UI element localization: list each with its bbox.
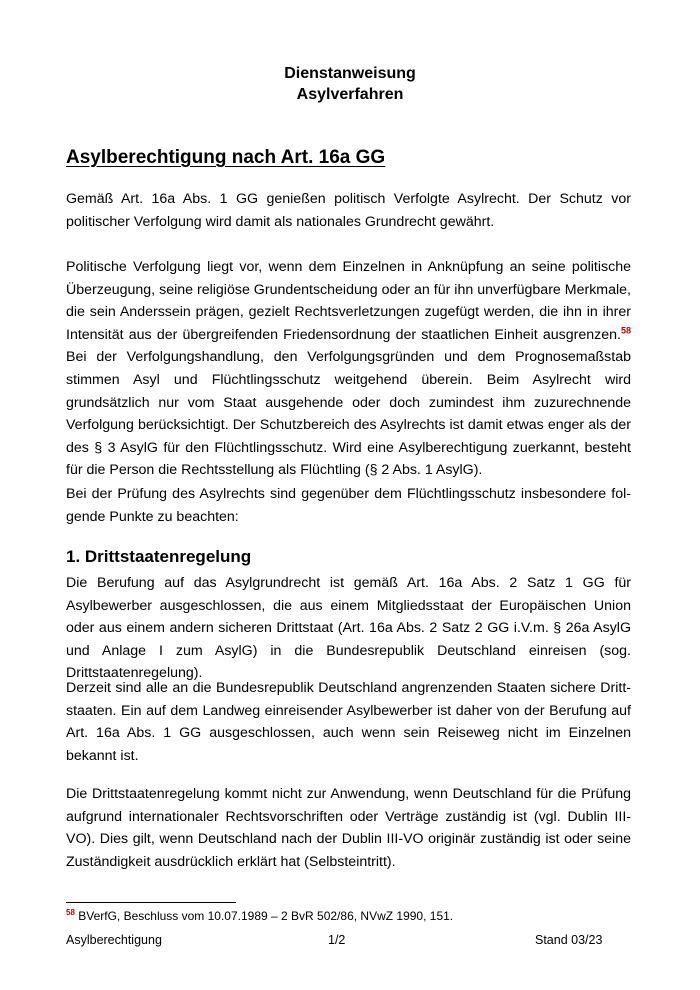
paragraph-checklist-intro: Bei der Prüfung des Asylrechts sind gegenüber dem Flüchtlingsschutz insbesondere folgende Punkte zu beachten: [66,486,631,525]
section-heading-drittstaaten: 1. Drittstaatenregelung [66,547,252,566]
footer-page-number: 1/2 [328,933,346,947]
paragraph-text-part1: Politische Verfolgung liegt vor, wenn dem Einzelnen in Anknüpfung an seine politische Überzeugung, seine religiöse Grundentscheidung oder an für ihn unverfügbare Merkmale, die sein Anderssein prägen, gezielt Rechtsverletzungen zugefügt werden, die ihn in ihrer Intensität aus der übergreifenden Friedensordnung der staatlichen Einheit ausgrenzen. [66,259,631,343]
footnote-text: BVerfG, Beschluss vom 10.07.1989 – 2 BvR 502/86, NVwZ 1990, 151. [74,909,454,923]
page-heading: Asylberechtigung nach Art. 16a GG [66,147,386,168]
footer-version: Stand 03/23 [535,933,603,947]
paragraph-text-part2: Bei der Verfolgungshandlung, den Verfolgungsgründen und dem Prognosemaßstab stimmen Asyl und Flüchtlingsschutz weitgehend überein. Beim Asylrecht wird grundsätzlich nur vom Staat ausgehende oder doch zumindest ihm zuzurechnende Verfolgung berücksichtigt. Der Schutzbereich des Asylrechts ist damit etwas enger als der des § 3 AsylG für den Flüchtlingsschutz. Wird eine Asylberechtigung zuerkannt, besteht für die Person die Rechtsstellung als Flüchtling (§ 2 Abs. 1 AsylG). [66,349,631,479]
document-title-line2: Asylverfahren [296,86,404,103]
paragraph-neighbor-states: Derzeit sind alle an die Bundesrepublik Deutschland angrenzenden Staaten sichere Drittstaaten. Ein auf dem Landweg einreisender Asylbewerber ist daher von der Berufung auf Art. 16a Abs. 1 GG ausgeschlossen, auch wenn sein Reiseweg nicht im Einzelnen bekannt ist. [66,680,631,764]
footnote-number: 58 [66,908,75,917]
paragraph-intro: Gemäß Art. 16a Abs. 1 GG genießen politisch Verfolgte Asylrecht. Der Schutz vor politischer Verfolgung wird damit als nationales Grundrecht gewährt. [66,191,631,230]
footer-document-name: Asylberechtigung [66,933,162,947]
paragraph-dublin-exception: Die Drittstaatenregelung kommt nicht zur Anwendung, wenn Deutschland für die Prüfung aufgrund internationaler Rechtsvorschriften oder Verträge zuständig ist (vgl. Dublin III-VO). Dies gilt, wenn Deutschland nach der Dublin III-VO originär zuständig ist oder seine Zuständigkeit ausdrücklich erklärt hat (Selbsteintritt). [66,786,631,870]
footnote-reference[interactable]: 58 [620,325,631,336]
paragraph-drittstaaten-rule: Die Berufung auf das Asylgrundrecht ist gemäß Art. 16a Abs. 2 Satz 1 GG für Asylbewerber ausgeschlossen, die aus einem Mitgliedsstaat der Europäischen Union oder aus einem andern sicheren Drittstaat (Art. 16a Abs. 2 Satz 2 GG i.V.m. § 26a AsylG und Anlage I zum AsylG) in die Bundesrepublik Deutschland einreisen (sog. Drittstaatenregelung). [66,575,631,682]
paragraph-political-persecution [66,256,631,482]
footnote-divider [66,902,236,903]
document-title-line1: Dienstanweisung [284,65,416,82]
footnote [66,908,453,923]
